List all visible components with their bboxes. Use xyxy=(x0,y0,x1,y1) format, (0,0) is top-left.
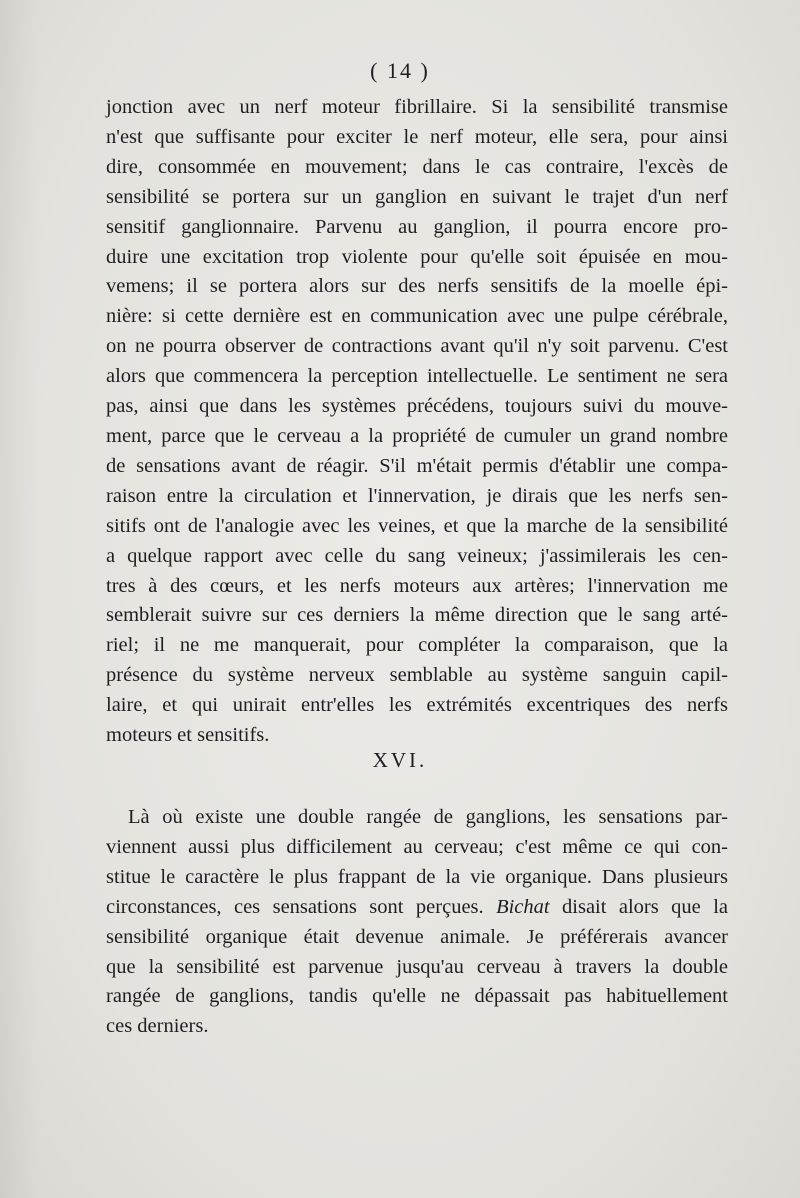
text-line: ment, parce que le cerveau a la propriété de cumuler un grand nombre xyxy=(106,424,728,447)
text-line: raison entre la circulation et l'innervation, je dirais que les nerfs sen- xyxy=(106,484,728,507)
text-segment: disait alors que la xyxy=(549,895,728,918)
text-line: riel; il ne me manquerait, pour compléter la comparaison, que la xyxy=(106,634,728,657)
text-line: dire, consommée en mouvement; dans le cas contraire, l'excès de xyxy=(106,155,728,178)
text-line: présence du système nerveux semblable au système sanguin capil- xyxy=(106,664,728,687)
page-fold-shadow xyxy=(0,0,40,1198)
text-line: vemens; il se portera alors sur des nerfs sensitifs de la moelle épi- xyxy=(106,275,728,298)
section-heading: XVI. xyxy=(372,748,428,772)
text-line: que la sensibilité est parvenue jusqu'au cerveau à travers la double xyxy=(106,955,728,978)
text-line: moteurs et sensitifs. xyxy=(106,724,270,747)
text-line: sensitif ganglionnaire. Parvenu au ganglion, il pourra encore pro- xyxy=(106,215,728,238)
text-line: laire, et qui unirait entr'elles les extrémités excentriques des nerfs xyxy=(106,694,728,717)
text-line: on ne pourra observer de contractions avant qu'il n'y soit parvenu. C'est xyxy=(106,335,728,358)
text-line: viennent aussi plus difficilement au cerveau; c'est même ce qui con- xyxy=(106,835,728,858)
paragraph-1 xyxy=(106,93,728,751)
text-line: tres à des cœurs, et les nerfs moteurs aux artères; l'innervation me xyxy=(106,574,728,597)
text-line: jonction avec un nerf moteur fibrillaire. Si la sensibilité transmise xyxy=(106,96,728,118)
author-name-bichat: Bichat xyxy=(496,895,550,918)
text-line: pas, ainsi que dans les systèmes précédens, toujours suivi du mouve- xyxy=(106,395,728,418)
text-line: stitue le caractère le plus frappant de la vie organique. Dans plusieurs xyxy=(106,865,728,888)
paragraph-2 xyxy=(106,803,728,1042)
text-line: a quelque rapport avec celle du sang veineux; j'assimilerais les cen- xyxy=(106,544,728,567)
text-line: sensibilité se portera sur un ganglion en suivant le trajet d'un nerf xyxy=(106,185,728,208)
text-line: ces derniers. xyxy=(106,1015,209,1038)
text-line: de sensations avant de réagir. S'il m'était permis d'établir une compa- xyxy=(106,454,728,477)
text-line: semblerait suivre sur ces derniers la même direction que le sang arté- xyxy=(106,604,728,627)
text-line: Là où existe une double rangée de ganglions, les sensations par- xyxy=(128,806,728,828)
text-line: sitifs ont de l'analogie avec les veines, et que la marche de la sensibilité xyxy=(106,514,728,537)
text-line: rangée de ganglions, tandis qu'elle ne dépassait pas habituellement xyxy=(106,985,728,1008)
text-line: nière: si cette dernière est en communication avec une pulpe cérébrale, xyxy=(106,305,728,328)
text-line: duire une excitation trop violente pour qu'elle soit épuisée en mou- xyxy=(106,245,728,268)
text-line-with-author xyxy=(106,893,728,923)
text-line: sensibilité organique était devenue animale. Je préférerais avancer xyxy=(106,925,728,948)
text-segment: circonstances, ces sensations sont perçues. xyxy=(106,895,497,918)
text-line: alors que commencera la perception intellectuelle. Le sentiment ne sera xyxy=(106,365,728,388)
page-number: ( 14 ) xyxy=(370,58,430,83)
text-line: n'est que suffisante pour exciter le nerf moteur, elle sera, pour ainsi xyxy=(106,125,728,148)
